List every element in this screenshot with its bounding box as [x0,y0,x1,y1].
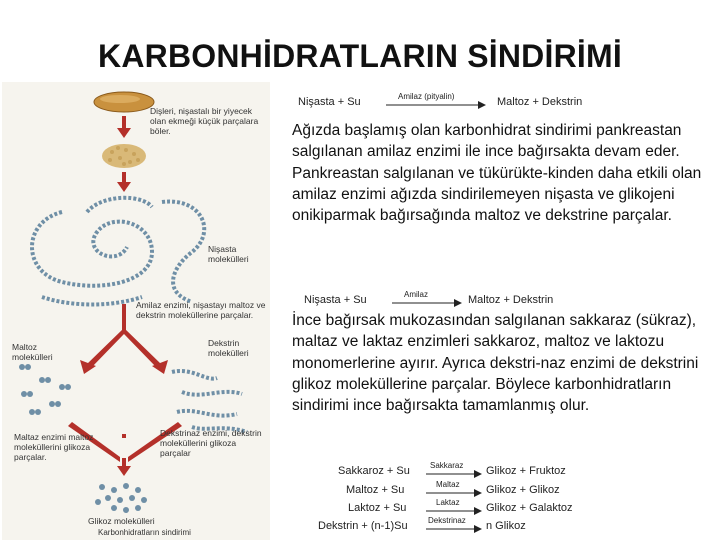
reaction-left: Sakkaroz + Su [338,465,410,477]
dextrin-chains [172,371,247,432]
reaction-enzyme: Laktaz [436,498,460,507]
label-starch: Nişasta molekülleri [208,244,249,264]
reaction-arrow-icon [426,525,482,533]
paragraph-pancreatic-amylase: Ağızda başlamış olan karbonhidrat sindirimi pankreastan salgılanan amilaz enzimi ile ince bağırsakta devam eder. Pankreastan salgılanan ve tükürükte-kinden daha etkili olan amilaz enzimi ağızda sindirilemeyen nişasta ve glikojeni onikiparmak bağırsağında maltoz ve dekstrine parçalar. [292,122,702,225]
reaction-enzyme: Sakkaraz [430,461,464,470]
maltose-dextrin-molecules [19,364,71,415]
reaction-right: Glikoz + Galaktoz [486,502,573,514]
label-dextrinase: Dekstrinaz enzimi, dekstrin moleküllerini glikoza parçalar [160,428,262,458]
eq2-right: Maltoz + Dekstrin [468,294,554,306]
digestion-figure [2,82,270,540]
starch-molecules [32,198,204,305]
page-title: KARBONHİDRATLARIN SİNDİRİMİ [98,38,622,74]
reaction-left: Dekstrin + (n-1)Su [318,520,408,532]
process-arrows [68,116,182,476]
reaction-arrow-icon [426,507,482,515]
reaction-left: Maltoz + Su [346,484,405,496]
label-amylase: Amilaz enzimi, nişastayı maltoz ve dekstrin moleküllerine parçalar. [136,300,266,320]
reaction-right: Glikoz + Glikoz [486,484,560,496]
reaction-arrow-icon [426,470,482,478]
eq1-enzyme: Amilaz (pityalin) [398,92,455,101]
paragraph-intestinal-enzymes: İnce bağırsak mukozasından salgılanan sakkaraz (sükraz), maltaz ve laktaz enzimleri sakkaroz, maltoz ve laktozu monomerlerine ayırır. Ayrıca dekstri-naz enzimi de dekstrini glikoz moleküllerine parçalar. Böylece karbonhidratların sindirimi ince bağırsakta tamamlanmış olur. [292,312,699,415]
reaction-right: n Glikoz [486,520,526,532]
label-maltase: Maltaz enzimi maltoz moleküllerini glikoza parçalar. [14,432,94,462]
label-teeth: Dişleri, nişastalı bir yiyecek olan ekmeği küçük parçalara böler. [150,106,259,136]
bread-crumbs [102,144,146,168]
eq2-left: Nişasta + Su [304,294,367,306]
label-maltose: Maltoz molekülleri [12,342,53,362]
label-glucose: Glikoz molekülleri [88,516,155,526]
eq2-enzyme: Amilaz [404,290,429,299]
label-dextrin: Dekstrin molekülleri [208,338,249,358]
eq1-arrow-icon [386,101,486,109]
eq1-left: Nişasta + Su [298,96,361,108]
figure-caption: Karbonhidratların sindirimi [98,528,191,537]
reaction-enzyme: Dekstrinaz [428,516,466,525]
reaction-right: Glikoz + Fruktoz [486,465,566,477]
eq1-right: Maltoz + Dekstrin [497,96,583,108]
reaction-enzyme: Maltaz [436,480,460,489]
reaction-left: Laktoz + Su [348,502,407,514]
glucose-molecules [95,483,147,513]
eq2-arrow-icon [392,299,462,307]
reaction-arrow-icon [426,489,482,497]
